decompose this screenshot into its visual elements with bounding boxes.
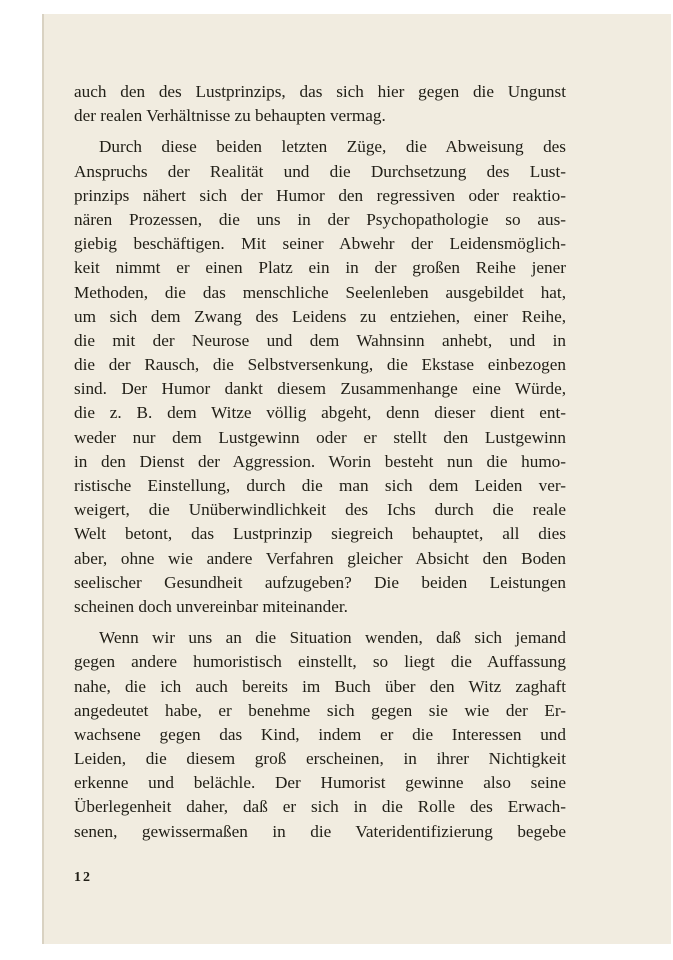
- text-line: auch den des Lustprinzips, das sich hier gegen die Ungunst: [74, 82, 566, 101]
- text-line: nären Prozessen, die uns in der Psychopathologie so aus-: [74, 209, 566, 229]
- text-line: Anspruchs der Realität und die Durchsetzung des Lust-: [74, 161, 566, 181]
- text-line: um sich dem Zwang des Leidens zu entziehen, einer Reihe,: [74, 306, 566, 326]
- text-line: wachsene gegen das Kind, indem er die Interessen und: [74, 724, 566, 744]
- text-line: aber, ohne wie andere Verfahren gleicher Absicht den Boden: [74, 548, 566, 568]
- text-line: Welt betont, das Lustprinzip siegreich behauptet, all dies: [74, 524, 566, 544]
- text-line: ristische Einstellung, durch die man sich dem Leiden ver-: [74, 476, 566, 495]
- text-line: prinzips nähert sich der Humor den regressiven oder reaktio-: [74, 185, 566, 205]
- text-line: die mit der Neurose und dem Wahnsinn anhebt, und in: [74, 330, 566, 350]
- text-line: scheinen doch unvereinbar miteinander.: [74, 596, 348, 616]
- text-line: der realen Verhältnisse zu behaupten vermag.: [74, 106, 386, 126]
- text-line: keit nimmt er einen Platz ein in der großen Reihe jener: [74, 258, 566, 278]
- paragraph-1: [74, 80, 566, 128]
- text-line: die z. B. dem Witze völlig abgeht, denn dieser dient ent-: [74, 403, 566, 423]
- text-line: angedeutet habe, er benehme sich gegen sie wie der Er-: [74, 700, 566, 720]
- text-line: Durch diese beiden letzten Züge, die Abweisung des: [99, 137, 566, 157]
- page-number: 12: [74, 870, 92, 885]
- text-line: Überlegenheit daher, daß er sich in die Rolle des Erwach-: [74, 797, 566, 817]
- text-line: gegen andere humoristisch einstellt, so liegt die Auffassung: [74, 652, 566, 672]
- text-line: die der Rausch, die Selbstversenkung, die Ekstase einbezogen: [74, 355, 566, 375]
- text-line: weigert, die Unüberwindlichkeit des Ichs durch die reale: [74, 500, 566, 520]
- text-line: nahe, die ich auch bereits im Buch über den Witz zaghaft: [74, 676, 566, 696]
- body-text: [74, 80, 566, 844]
- text-line: Leiden, die diesem groß erscheinen, in ihrer Nichtigkeit: [74, 749, 566, 769]
- page-edge: [42, 14, 44, 944]
- text-line: Methoden, die das menschliche Seelenleben ausgebildet hat,: [74, 282, 566, 302]
- paragraph-2: [74, 135, 566, 619]
- text-line: weder nur dem Lustgewinn oder er stellt den Lustgewinn: [74, 427, 566, 447]
- text-line: erkenne und belächle. Der Humorist gewinne also seine: [74, 773, 566, 793]
- text-line: giebig beschäftigen. Mit seiner Abwehr der Leidensmöglich-: [74, 234, 566, 254]
- paragraph-3: [74, 626, 566, 844]
- text-line: senen, gewissermaßen in die Vateridentifizierung begebe: [74, 821, 566, 841]
- text-line: seelischer Gesundheit aufzugeben? Die beiden Leistungen: [74, 572, 566, 592]
- text-line: in den Dienst der Aggression. Worin besteht nun die humo-: [74, 451, 566, 471]
- text-line: Wenn wir uns an die Situation wenden, daß sich jemand: [99, 628, 566, 648]
- text-line: sind. Der Humor dankt diesem Zusammenhange eine Würde,: [74, 379, 566, 399]
